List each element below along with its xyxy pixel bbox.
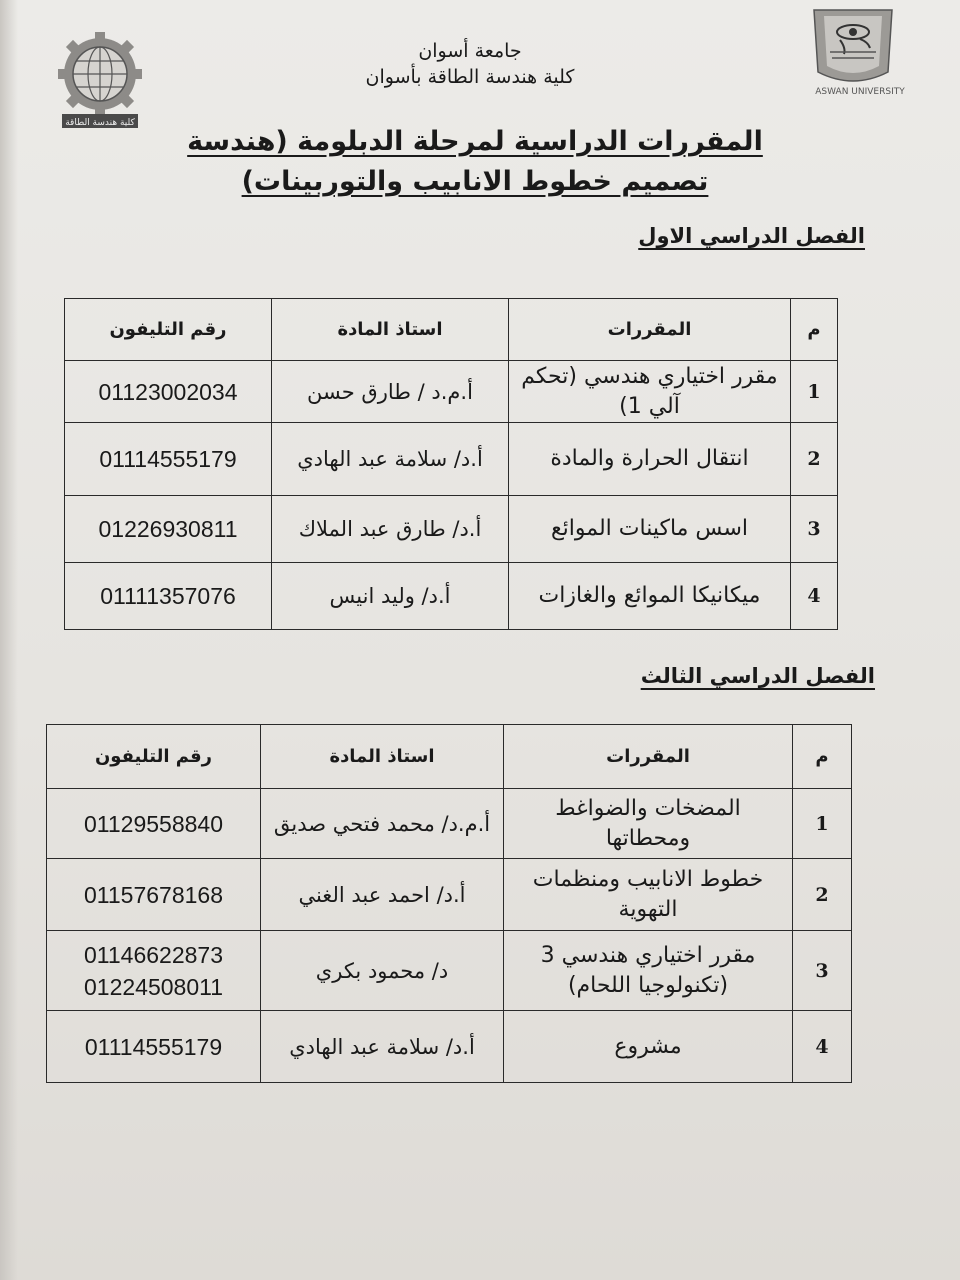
row-num: 2 xyxy=(793,859,852,931)
university-eye-of-horus-logo xyxy=(800,2,906,98)
course-name: انتقال الحرارة والمادة xyxy=(509,423,791,496)
course-name: اسس ماكينات الموائع xyxy=(509,496,791,563)
course-name: خطوط الانابيب ومنظمات التهوية xyxy=(504,859,793,931)
faculty-logo-text: كلية هندسة الطاقة xyxy=(65,118,135,128)
col-professor-header: استاذ المادة xyxy=(261,725,504,789)
col-course-header: المقررات xyxy=(504,725,793,789)
semester1-table xyxy=(64,298,838,630)
phone-number-2: 01224508011 xyxy=(84,973,223,1000)
phone-number: 01226930811 xyxy=(65,496,272,563)
col-num-header: م xyxy=(793,725,852,789)
course-name: ميكانيكا الموائع والغازات xyxy=(509,563,791,630)
course-name: المضخات والضواغط ومحطاتها xyxy=(504,789,793,859)
faculty-gear-globe-logo xyxy=(48,28,152,132)
table-row xyxy=(65,361,838,423)
row-num: 2 xyxy=(791,423,838,496)
page-title: المقررات الدراسية لمرحلة الدبلومة (هندسة تصميم خطوط الانابيب والتوربينات) xyxy=(187,126,763,197)
phone-number: 01129558840 xyxy=(47,789,261,859)
phone-number: 01146622873 xyxy=(84,941,223,968)
phone-number: 01123002034 xyxy=(65,361,272,423)
table-row xyxy=(47,1011,852,1083)
col-phone-header: رقم التليفون xyxy=(65,299,272,361)
professor-name: د/ محمود بكري xyxy=(261,931,504,1011)
professor-name: أ.د/ وليد انيس xyxy=(272,563,509,630)
col-professor-header: استاذ المادة xyxy=(272,299,509,361)
col-num-header: م xyxy=(791,299,838,361)
row-num: 1 xyxy=(793,789,852,859)
row-num: 3 xyxy=(791,496,838,563)
course-name: مقرر اختياري هندسي (تحكم آلي 1) xyxy=(509,361,791,423)
course-name: مشروع xyxy=(504,1011,793,1083)
table-header-row xyxy=(47,725,852,789)
professor-name: أ.د/ طارق عبد الملاك xyxy=(272,496,509,563)
phone-number: 01111357076 xyxy=(65,563,272,630)
semester1-heading: الفصل الدراسي الاول xyxy=(638,224,865,248)
row-num: 1 xyxy=(791,361,838,423)
row-num: 4 xyxy=(793,1011,852,1083)
col-course-header: المقررات xyxy=(509,299,791,361)
professor-name: أ.م.د / طارق حسن xyxy=(272,361,509,423)
table-row xyxy=(65,423,838,496)
row-num: 3 xyxy=(793,931,852,1011)
page-shadow xyxy=(0,0,18,1280)
table-row xyxy=(47,931,852,1011)
professor-name: أ.د/ سلامة عبد الهادي xyxy=(261,1011,504,1083)
semester3-heading: الفصل الدراسي الثالث xyxy=(640,664,875,688)
university-name: جامعة أسوان xyxy=(418,40,522,62)
professor-name: أ.م.د/ محمد فتحي صديق xyxy=(261,789,504,859)
letterhead xyxy=(300,38,640,90)
phone-cell xyxy=(47,931,261,1011)
table-row xyxy=(47,789,852,859)
row-num: 4 xyxy=(791,563,838,630)
table-header-row xyxy=(65,299,838,361)
phone-number: 01114555179 xyxy=(65,423,272,496)
table-row xyxy=(65,563,838,630)
phone-number: 01157678168 xyxy=(47,859,261,931)
table-row xyxy=(65,496,838,563)
table-row xyxy=(47,859,852,931)
semester3-table xyxy=(46,724,852,1083)
course-name: مقرر اختياري هندسي 3 (تكنولوجيا اللحام) xyxy=(504,931,793,1011)
university-logo-text: ASWAN UNIVERSITY xyxy=(815,87,905,97)
professor-name: أ.د/ سلامة عبد الهادي xyxy=(272,423,509,496)
phone-number: 01114555179 xyxy=(47,1011,261,1083)
col-phone-header: رقم التليفون xyxy=(47,725,261,789)
professor-name: أ.د/ احمد عبد الغني xyxy=(261,859,504,931)
faculty-name: كلية هندسة الطاقة بأسوان xyxy=(365,66,575,88)
